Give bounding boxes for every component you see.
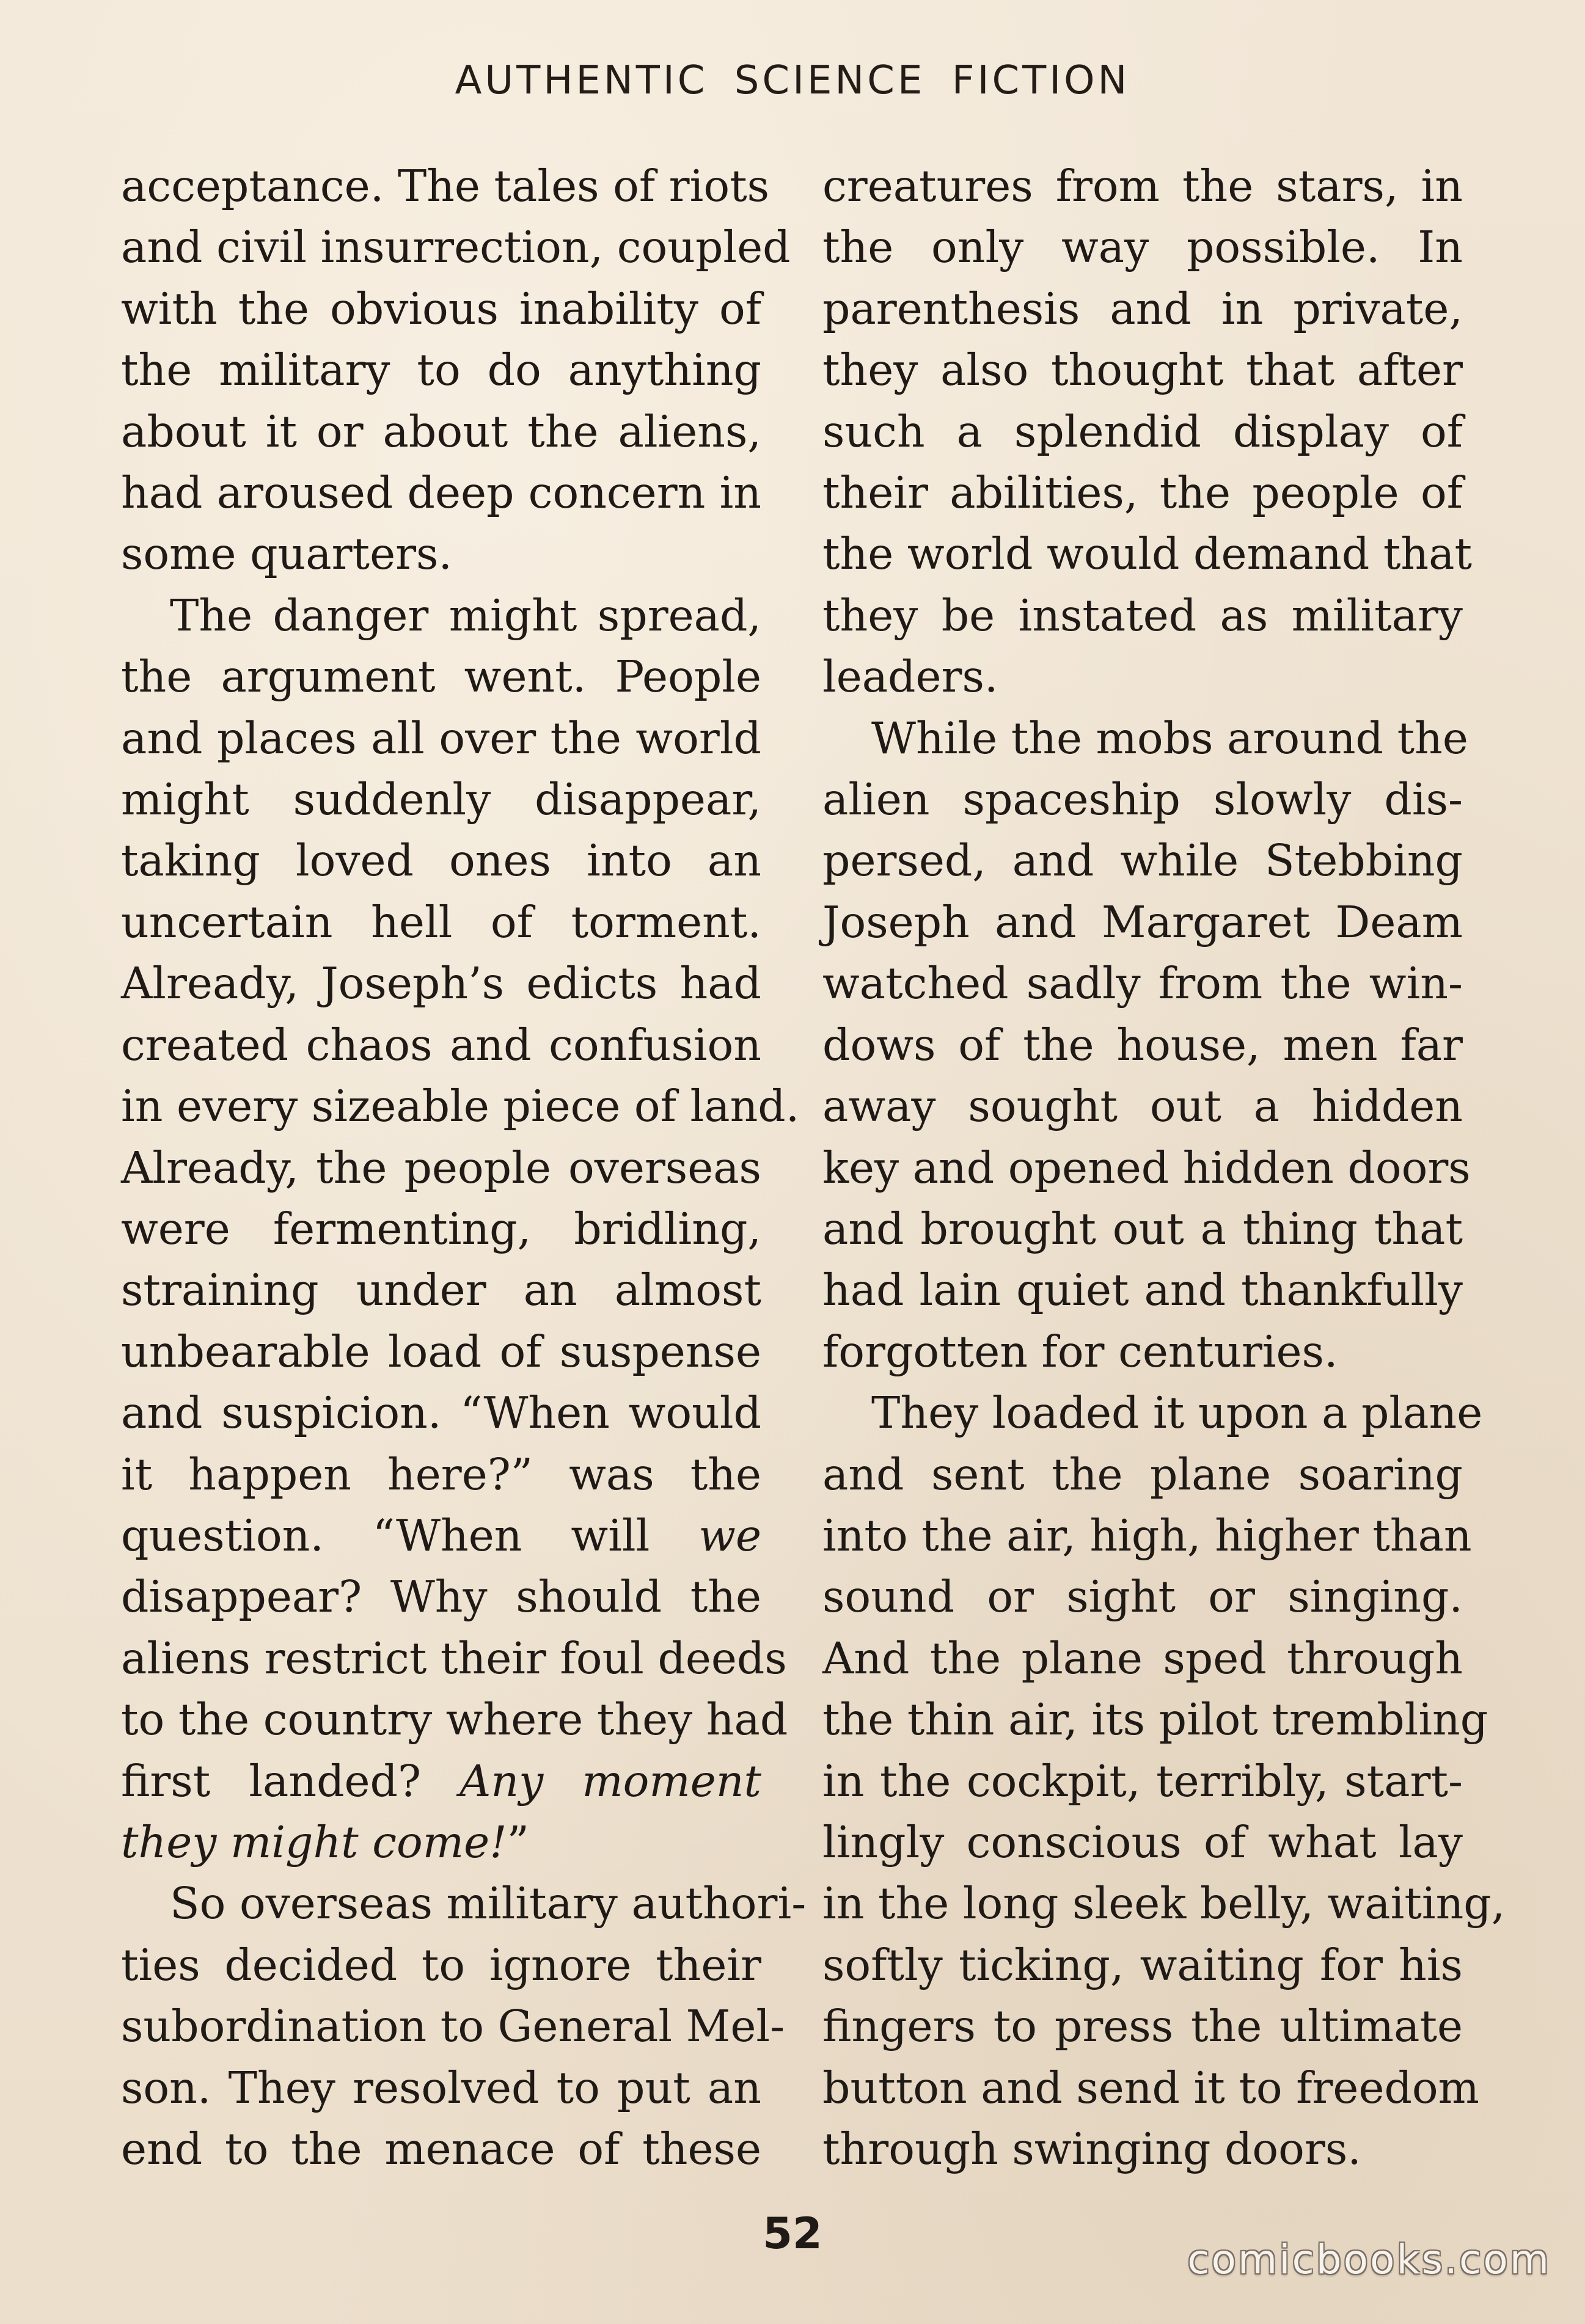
right-column	[822, 156, 1506, 2180]
text-line: While the mobs around the	[871, 712, 1468, 764]
text-line: disappear? Why should the	[121, 1571, 761, 1623]
text-line: away sought out a hidden	[822, 1081, 1463, 1132]
paragraph-5	[822, 708, 1471, 1383]
text-line: watched sadly from the win-	[822, 958, 1463, 1009]
text-line: created chaos and confusion	[121, 1019, 761, 1070]
text-line: aliens restrict their foul deeds	[121, 1632, 787, 1684]
text-line: the world would demand that	[822, 528, 1472, 580]
paragraph-6	[822, 1383, 1506, 2180]
text-line: and suspicion. “When would	[121, 1387, 761, 1439]
text-line: persed, and while Stebbing	[822, 835, 1463, 886]
paragraph-3	[121, 1873, 807, 2180]
text-line: creatures from the stars, in	[822, 161, 1463, 211]
text-line: the military to do anything	[121, 345, 761, 396]
text-line: fingers to press the ultimate	[822, 2001, 1463, 2052]
text-line: parenthesis and in private,	[822, 283, 1463, 334]
text-line: it happen here?” was the	[121, 1449, 761, 1500]
paragraph-4	[822, 156, 1472, 708]
text-line: unbearable load of suspense	[121, 1326, 761, 1377]
text-line: The danger might spread,	[170, 590, 761, 641]
text-line: their abilities, the people of	[822, 467, 1463, 519]
text-line: they also thought that after	[822, 345, 1463, 396]
text-line: taking loved ones into an	[121, 835, 761, 886]
text-line: into the air, high, higher than	[822, 1510, 1472, 1561]
text-line: and places all over the world	[121, 712, 761, 764]
text-line: And the plane sped through	[822, 1632, 1463, 1684]
text-line: end to the menace of these	[121, 2124, 761, 2174]
text-line: in the cockpit, terribly, start-	[822, 1755, 1463, 1807]
text-line: in every sizeable piece of land.	[121, 1081, 800, 1132]
left-column	[121, 156, 807, 2180]
text-line: in the long sleek belly, waiting,	[822, 1878, 1506, 1929]
text-line: might suddenly disappear,	[121, 774, 761, 825]
text-line: ties decided to ignore their	[121, 1939, 761, 1990]
text-line: had aroused deep concern in	[121, 467, 761, 519]
text-line: key and opened hidden doors	[822, 1142, 1471, 1193]
text-line: dows of the house, men far	[822, 1019, 1463, 1070]
text-line: Joseph and Margaret Deam	[822, 896, 1463, 948]
text-line: Already, the people overseas	[121, 1142, 761, 1193]
text-line: softly ticking, waiting for his	[822, 1939, 1463, 1990]
text-line: some quarters.	[121, 528, 453, 580]
text-line: through swinging doors.	[822, 2124, 1361, 2174]
text-line: the thin air, its pilot trembling	[822, 1694, 1488, 1745]
watermark-logo: comicbooks.com	[1187, 2236, 1551, 2283]
text-line: to the country where they had	[121, 1694, 788, 1745]
text-line: first landed? Any moment	[121, 1755, 761, 1807]
text-line: the argument went. People	[121, 651, 761, 703]
text-line: So overseas military authori-	[170, 1878, 807, 1929]
text-line: the only way possible. In	[822, 222, 1463, 273]
text-line: about it or about the aliens,	[121, 406, 761, 457]
text-line: they be instated as military	[822, 590, 1463, 641]
text-line: straining under an almost	[121, 1265, 761, 1316]
text-line: uncertain hell of torment.	[121, 896, 761, 948]
text-line: button and send it to freedom	[822, 2062, 1479, 2113]
text-line: son. They resolved to put an	[121, 2062, 761, 2113]
text-line: lingly conscious of what lay	[822, 1816, 1463, 1868]
text-line: with the obvious inability of	[121, 283, 761, 334]
text-line: leaders.	[822, 651, 998, 703]
text-line: forgotten for centuries.	[822, 1326, 1338, 1377]
text-line: sound or sight or singing.	[822, 1571, 1463, 1623]
text-line: they might come!”	[121, 1816, 529, 1868]
running-header: AUTHENTIC SCIENCE FICTION	[455, 58, 1130, 103]
text-line: subordination to General Mel-	[121, 2001, 785, 2052]
text-line: Already, Joseph’s edicts had	[121, 958, 761, 1009]
text-line: question. “When will we	[121, 1510, 761, 1561]
text-line: and civil insurrection, coupled	[121, 222, 791, 273]
text-line: They loaded it upon a plane	[871, 1387, 1483, 1439]
text-line: alien spaceship slowly dis-	[822, 774, 1463, 825]
text-line: had lain quiet and thankfully	[822, 1265, 1463, 1316]
text-line: such a splendid display of	[822, 406, 1463, 457]
paragraph-1	[121, 156, 791, 585]
text-line: and brought out a thing that	[822, 1203, 1463, 1254]
text-line: were fermenting, bridling,	[121, 1203, 761, 1254]
text-line: acceptance. The tales of riots	[121, 161, 770, 211]
paragraph-2	[121, 585, 800, 1874]
page-number: 52	[763, 2209, 822, 2259]
text-line: and sent the plane soaring	[822, 1449, 1463, 1500]
